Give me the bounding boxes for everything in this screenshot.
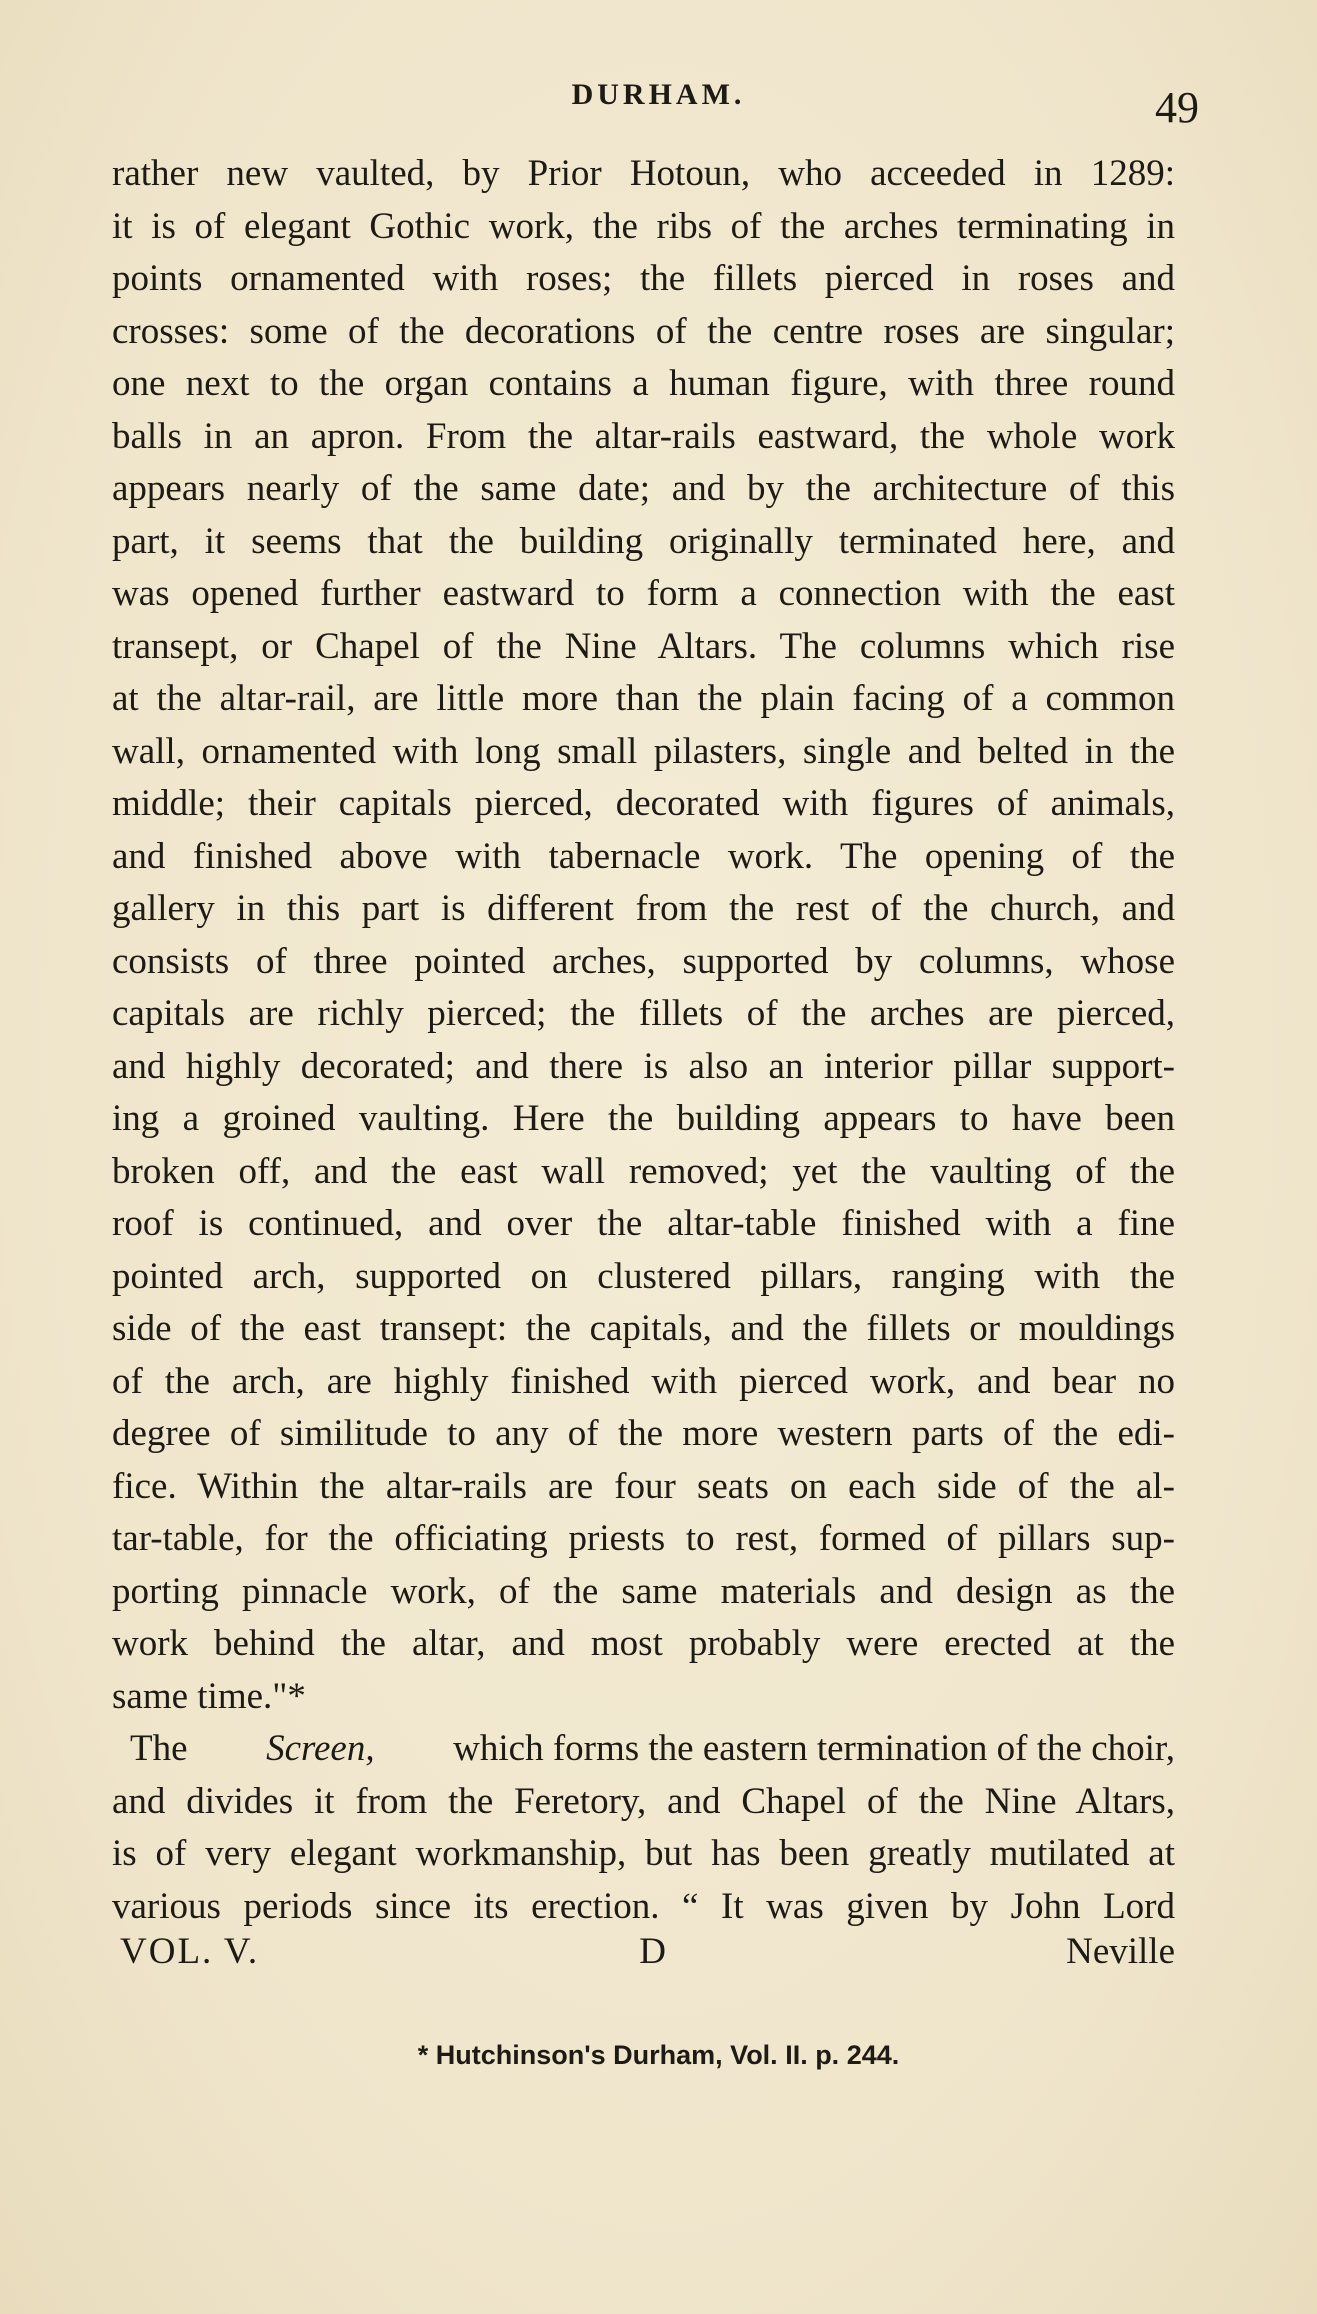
footnote: * Hutchinson's Durham, Vol. II. p. 244. (417, 2040, 900, 2070)
text-line: appears nearly of the same date; and by the architecture of this (112, 468, 1175, 509)
text-line: middle; their capitals pierced, decorated with figures of animals, (112, 783, 1175, 824)
text-line: work behind the altar, and most probably were erected at the (112, 1623, 1175, 1664)
running-header: DURHAM. (571, 78, 746, 111)
text-line: fice. Within the altar-rails are four seats on each side of the al- (112, 1465, 1175, 1507)
text-line: various periods since its erection. “ It was given by John Lord (112, 1885, 1175, 1927)
text-line: ing a groined vaulting. Here the building appears to have been (112, 1098, 1175, 1139)
paragraph-first-line-rest: which forms the eastern termination of the choir, (453, 1728, 1175, 1769)
text-line: of the arch, are highly finished with pierced work, and bear no (112, 1360, 1175, 1402)
text-line: side of the east transept: the capitals, and the fillets or mouldings (112, 1308, 1175, 1349)
text-line: it is of elegant Gothic work, the ribs of the arches terminating in (112, 205, 1175, 247)
text-line: wall, ornamented with long small pilasters, single and belted in the (112, 730, 1175, 772)
signature-mark: D (639, 1931, 666, 1972)
text-line: pointed arch, supported on clustered pillars, ranging with the (112, 1255, 1175, 1297)
body-text (112, 148, 1175, 1933)
text-line: balls in an apron. From the altar-rails eastward, the whole work (112, 415, 1175, 457)
text-line: porting pinnacle work, of the same materials and design as the (112, 1570, 1175, 1612)
text-line: crosses: some of the decorations of the centre roses are singular; (112, 310, 1175, 352)
text-line: capitals are richly pierced; the fillets of the arches are pierced, (112, 993, 1175, 1034)
text-line: gallery in this part is different from the rest of the church, and (112, 888, 1175, 929)
text-line: same time."* (112, 1675, 306, 1717)
text-line: tar-table, for the officiating priests to rest, formed of pillars sup- (112, 1518, 1175, 1559)
text-line: transept, or Chapel of the Nine Altars. The columns which rise (112, 625, 1175, 667)
text-line: one next to the organ contains a human figure, with three round (112, 363, 1175, 404)
text-line: consists of three pointed arches, supported by columns, whose (112, 940, 1175, 982)
volume-label: VOL. V. (120, 1931, 260, 1972)
text-line: part, it seems that the building originally terminated here, and (112, 520, 1175, 562)
page-number: 49 (1155, 83, 1199, 132)
text-line: roof is continued, and over the altar-table finished with a fine (112, 1203, 1175, 1244)
text-line: was opened further eastward to form a connection with the east (112, 573, 1175, 614)
paragraph-lead: The (130, 1728, 188, 1769)
text-line: and finished above with tabernacle work. The opening of the (112, 835, 1175, 877)
paragraph-first-line (112, 1723, 1175, 1776)
text-line: is of very elegant workmanship, but has been greatly mutilated at (112, 1833, 1175, 1874)
catchword: Neville (1066, 1931, 1175, 1972)
text-line: degree of similitude to any of the more western parts of the edi- (112, 1413, 1175, 1454)
text-line: points ornamented with roses; the fillets pierced in roses and (112, 258, 1175, 299)
text-line: rather new vaulted, by Prior Hotoun, who acceeded in 1289: (112, 153, 1175, 194)
text-line: and divides it from the Feretory, and Chapel of the Nine Altars, (112, 1780, 1175, 1822)
italic-screen: Screen, (266, 1728, 375, 1769)
signature-line (112, 1930, 1175, 1973)
text-line: and highly decorated; and there is also an interior pillar support- (112, 1045, 1175, 1087)
text-line: at the altar-rail, are little more than the plain facing of a common (112, 678, 1175, 719)
text-line: broken off, and the east wall removed; yet the vaulting of the (112, 1150, 1175, 1192)
